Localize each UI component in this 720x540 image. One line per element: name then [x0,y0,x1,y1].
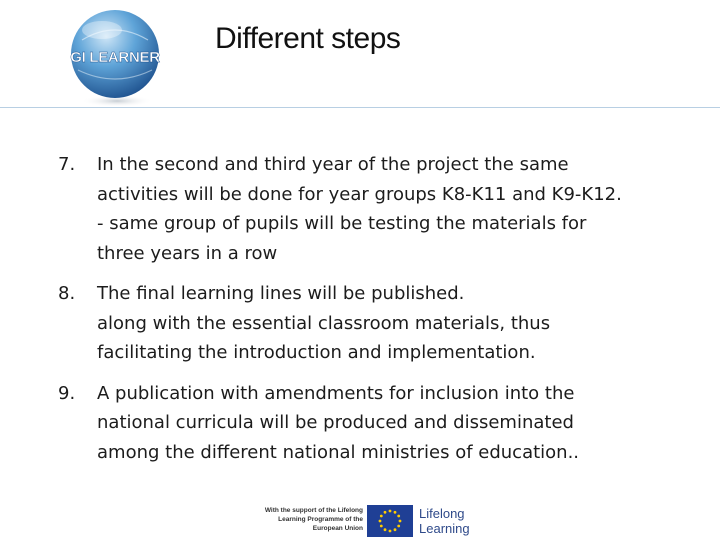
step-text-line: In the second and third year of the project the same [97,154,569,175]
step-number: 7. [58,154,76,175]
step-item-9 [58,379,678,468]
step-item-7 [58,150,678,268]
step-text-line: facilitating the introduction and implementation. [97,342,536,363]
support-line: European Union [312,525,363,532]
programme-line: Lifelong [419,506,465,521]
step-item-8 [58,279,678,368]
step-number: 8. [58,283,76,304]
support-line: With the support of the Lifelong [264,507,363,514]
step-text-line: three years in a row [97,242,278,264]
gi-learner-logo [60,2,170,112]
step-text-line: activities will be done for year groups K8-K11 and K9-K12. [97,183,622,205]
lifelong-learning-logo [419,506,470,536]
page-title: Different steps [215,22,401,55]
step-text-line: The final learning lines will be published. [97,283,465,304]
steps-list [58,150,678,478]
support-line: Learning Programme of the [278,516,363,523]
step-text-line: among the different national ministries of education.. [97,441,580,463]
step-number: 9. [58,382,76,404]
logo-text: GI LEARNER [70,49,160,66]
support-statement [255,506,363,533]
eu-flag-icon [367,505,413,537]
step-text-line: - same group of pupils will be testing the materials for [97,213,587,234]
step-text-line: national curricula will be produced and disseminated [97,412,574,433]
step-text-line: along with the essential classroom materials, thus [97,312,551,334]
step-text-line: A publication with amendments for inclusion into the [97,382,575,404]
eu-support-footer [255,505,475,539]
header-divider [0,107,720,108]
programme-line: Learning [419,521,470,536]
